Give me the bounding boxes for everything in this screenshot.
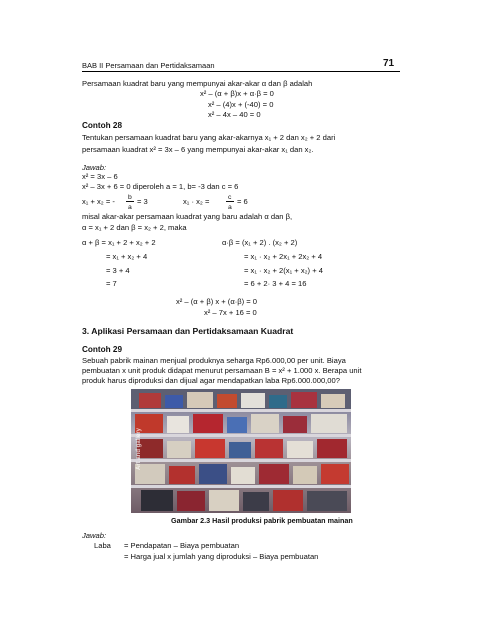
header-rule xyxy=(82,71,400,72)
example-29-paragraph-line: Sebuah pabrik mainan menjual produknya seharga Rp6.000,00 per unit. Biaya xyxy=(82,356,346,365)
page-number: 71 xyxy=(383,58,395,69)
figure-caption: Gambar 2.3 Hasil produksi pabrik pembuatan mainan xyxy=(171,516,353,525)
left-derivation-line: = 7 xyxy=(106,279,117,288)
step-1: x² = 3x – 6 xyxy=(82,172,118,181)
toy-shelves-illustration xyxy=(131,389,351,513)
step-4: misal akar-akar persamaan kuadrat yang baru adalah α dan β, xyxy=(82,212,293,221)
example-29-paragraph-line: produk harus diproduksi dan dijual agar mendapatkan laba Rp6.000.000,00? xyxy=(82,376,340,385)
intro-eq3: x² – 4x – 40 = 0 xyxy=(208,110,261,119)
right-derivation-line: = 6 + 2· 3 + 4 = 16 xyxy=(244,279,307,288)
final-equation-2: x² – 7x + 16 = 0 xyxy=(204,308,257,317)
profit-formula-2: = Harga jual x jumlah yang diproduksi – Biaya pembuatan xyxy=(124,552,319,561)
example-29-title: Contoh 29 xyxy=(82,345,123,354)
example-29-paragraph-line: pembuatan x unit produk didapat menurut persamaan B = x² + 1.000 x. Berapa unit xyxy=(82,366,362,375)
sum-roots-value: = 3 xyxy=(137,197,148,206)
product-roots-label: x₁ · x₂ = xyxy=(183,197,210,206)
answer-label-29: Jawab: xyxy=(82,531,107,540)
fraction-bar xyxy=(226,201,234,202)
sum-roots-label: x₁ + x₂ = - xyxy=(82,197,115,206)
fraction-c-denominator: a xyxy=(228,204,232,211)
fraction-b-denominator: a xyxy=(128,204,132,211)
intro-eq2: x² – (4)x + (-40) = 0 xyxy=(208,100,274,109)
intro-eq1: x² – (α + β)x + α·β = 0 xyxy=(200,89,274,98)
example-28-question-2: persamaan kuadrat x² = 3x – 6 yang mempunyai akar-akar x₁ dan x₂. xyxy=(82,145,314,154)
toy-factory-photo xyxy=(131,389,351,513)
answer-label-28: Jawab: xyxy=(82,163,107,172)
left-derivation-line: α + β = x₁ + 2 + x₂ + 2 xyxy=(82,238,156,247)
profit-formula-1: = Pendapatan – Biaya pembuatan xyxy=(124,541,240,550)
right-derivation-line: α·β = (x₁ + 2) . (x₂ + 2) xyxy=(222,238,298,247)
intro-line: Persamaan kuadrat baru yang mempunyai akar-akar α dan β adalah xyxy=(82,79,313,88)
example-28-question-1: Tentukan persamaan kuadrat baru yang akar-akarnya x₁ + 2 dan x₂ + 2 dari xyxy=(82,133,336,142)
right-derivation-line: = x₁ · x₂ + 2(x₁ + x₂) + 4 xyxy=(244,266,323,275)
chapter-header: BAB II Persamaan dan Pertidaksamaan xyxy=(82,61,215,70)
fraction-bar xyxy=(126,201,134,202)
left-derivation-line: = x₁ + x₂ + 4 xyxy=(106,252,148,261)
product-roots-value: = 6 xyxy=(237,197,248,206)
left-derivation-line: = 3 + 4 xyxy=(106,266,130,275)
example-28-title: Contoh 28 xyxy=(82,121,123,130)
profit-label: Laba xyxy=(94,541,111,550)
right-derivation-line: = x₁ · x₂ + 2x₁ + 2x₂ + 4 xyxy=(244,252,323,261)
step-5: α = x₁ + 2 dan β = x₂ + 2, maka xyxy=(82,223,187,232)
fraction-c-numerator: c xyxy=(228,194,232,201)
section-heading: 3. Aplikasi Persamaan dan Pertidaksamaan Kuadrat xyxy=(82,326,294,336)
fraction-b-numerator: b xyxy=(128,194,132,201)
photo-watermark: Art and gallery xyxy=(136,427,142,470)
step-2: x² – 3x + 6 = 0 diperoleh a = 1, b= -3 dan c = 6 xyxy=(82,182,239,191)
final-equation-1: x² – (α + β) x + (α·β) = 0 xyxy=(176,297,258,306)
